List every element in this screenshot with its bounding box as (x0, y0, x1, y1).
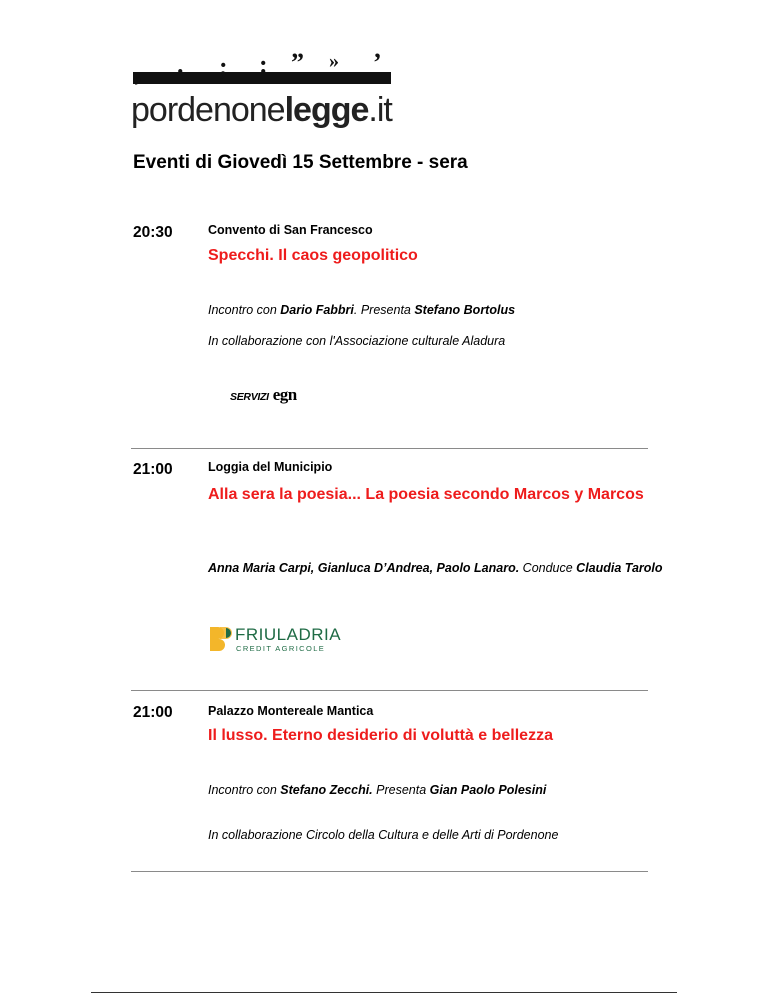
event-collaboration: In collaborazione Circolo della Cultura e delle Arti di Pordenone (208, 828, 559, 842)
event-time: 21:00 (133, 704, 173, 721)
sponsor-logo-egn: SERVIZI egn (230, 385, 297, 404)
logo-mark: ” (291, 48, 304, 77)
sponsor-name: FRIULADRIA (235, 625, 342, 644)
event-time: 21:00 (133, 461, 173, 478)
sponsor-logo-friuladria (209, 625, 342, 654)
logo-punctuation (133, 48, 391, 87)
event-venue: Convento di San Francesco (208, 223, 373, 237)
event-collaboration: In collaborazione con l'Associazione culturale Aladura (208, 334, 506, 348)
event-description: Anna Maria Carpi, Gianluca D’Andrea, Paolo Lanaro. Conduce Claudia Tarolo (208, 561, 663, 575)
logo-mark: » (329, 50, 339, 72)
logo-mark: . (177, 50, 184, 79)
divider (131, 871, 648, 872)
event-title: Alla sera la poesia... La poesia secondo Marcos y Marcos (208, 486, 644, 503)
page-title: Eventi di Giovedì 15 Settembre - sera (133, 152, 468, 173)
event-time: 20:30 (133, 224, 173, 241)
event-venue: Loggia del Municipio (208, 460, 333, 474)
logo-text-light: pordenone (131, 91, 285, 129)
logo-text-suffix: .it (368, 91, 392, 129)
sponsor-subname: CREDIT AGRICOLE (236, 644, 326, 653)
event-venue: Palazzo Montereale Mantica (208, 704, 374, 718)
page-footer-rule (91, 992, 677, 993)
event-title: Il lusso. Eterno desiderio di voluttà e bellezza (208, 727, 553, 744)
logo-mark: , (135, 58, 142, 87)
event-description: Incontro con Stefano Zecchi. Presenta Gian Paolo Polesini (208, 783, 547, 797)
divider (131, 690, 648, 691)
logo-wordmark (131, 90, 392, 130)
logo-mark: : (259, 50, 268, 79)
event-title: Specchi. Il caos geopolitico (208, 247, 418, 264)
logo-mark: ; (219, 52, 228, 81)
divider (131, 448, 648, 449)
logo-text-bold: legge (284, 91, 369, 129)
event-description: Incontro con Dario Fabbri. Presenta Stefano Bortolus (208, 303, 516, 317)
friuladria-mark-icon (209, 626, 235, 652)
logo-mark: ’ (373, 48, 382, 77)
